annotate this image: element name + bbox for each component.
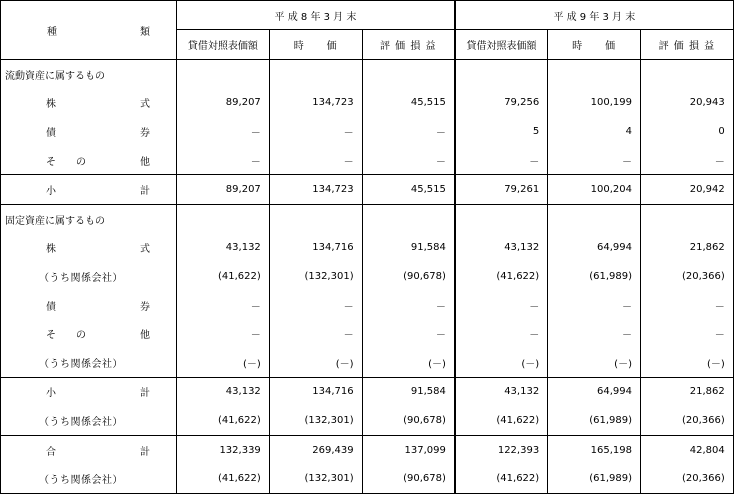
col-book-value-h8: 貸借対照表価額 (177, 30, 270, 60)
table-cell: (－) (269, 348, 362, 377)
row-label-right: 券 (140, 127, 150, 139)
row-label-left: 株 (46, 244, 56, 256)
table-cell (362, 60, 455, 89)
table-cell: 134,723 (269, 89, 362, 118)
table-cell: 21,862 (640, 234, 733, 263)
row-label-left: 株 (46, 99, 56, 111)
table-cell: 43,132 (455, 234, 548, 263)
table-cell: － (455, 291, 548, 320)
table-cell: － (640, 146, 733, 175)
table-cell: 269,439 (269, 435, 362, 464)
table-cell: 43,132 (455, 377, 548, 406)
table-cell: 43,132 (177, 234, 270, 263)
table-cell: － (177, 319, 270, 348)
row-label-left: 合 (46, 446, 56, 458)
table-cell: 165,198 (548, 435, 641, 464)
table-cell: 89,207 (177, 175, 270, 205)
table-cell: (41,622) (177, 262, 270, 291)
table-cell: (61,989) (548, 464, 641, 493)
row-label (1, 406, 177, 435)
table-cell (640, 204, 733, 233)
table-cell: 42,804 (640, 435, 733, 464)
row-label (1, 117, 177, 146)
table-cell (269, 60, 362, 89)
table-row (1, 60, 734, 89)
table-cell: － (362, 291, 455, 320)
row-label (1, 291, 177, 320)
table-row (1, 435, 734, 464)
row-label-right: 券 (140, 301, 150, 313)
row-label-right: 計 (140, 186, 150, 198)
table-row (1, 175, 734, 205)
table-cell: (41,622) (455, 464, 548, 493)
table-cell: － (548, 146, 641, 175)
table-cell: － (640, 319, 733, 348)
table-cell: 134,716 (269, 234, 362, 263)
row-label-left: 債 (46, 127, 56, 139)
table-cell: － (177, 291, 270, 320)
table-cell: (－) (362, 348, 455, 377)
row-label (1, 146, 177, 175)
table-cell: － (269, 291, 362, 320)
table-cell: － (548, 291, 641, 320)
period-h8-header: 平 成 8 年 3 月 末 (177, 1, 455, 30)
table-cell: (41,622) (177, 406, 270, 435)
row-label (1, 204, 177, 233)
table-cell: (20,366) (640, 406, 733, 435)
table-cell: － (455, 319, 548, 348)
table-cell: － (362, 146, 455, 175)
affiliate-sublabel: （うち関係会社） (39, 358, 123, 370)
table-row (1, 117, 734, 146)
table-cell: － (362, 319, 455, 348)
table-cell: 91,584 (362, 234, 455, 263)
row-label-right: 他 (140, 330, 150, 342)
table-cell (362, 204, 455, 233)
table-cell: 45,515 (362, 89, 455, 118)
row-label (1, 319, 177, 348)
row-label-left: 小 (46, 388, 56, 400)
row-label-left: そ の (46, 156, 86, 168)
row-label (1, 234, 177, 263)
row-label (1, 89, 177, 118)
table-cell: (20,366) (640, 262, 733, 291)
table-cell: 20,942 (640, 175, 733, 205)
row-label (1, 175, 177, 205)
col-market-value-h8: 時 価 (269, 30, 362, 60)
table-row (1, 234, 734, 263)
table-cell: 91,584 (362, 377, 455, 406)
affiliate-sublabel: （うち関係会社） (39, 416, 123, 428)
table-row (1, 291, 734, 320)
table-cell: 4 (548, 117, 641, 146)
table-cell (455, 60, 548, 89)
affiliate-sublabel: （うち関係会社） (39, 475, 123, 487)
table-cell: (90,678) (362, 406, 455, 435)
table-row (1, 377, 734, 406)
section-heading: 固定資産に属するもの (5, 215, 105, 227)
table-cell: 43,132 (177, 377, 270, 406)
table-cell (177, 60, 270, 89)
col-book-value-h9: 貸借対照表価額 (455, 30, 548, 60)
table-cell: － (548, 319, 641, 348)
period-h9-header: 平 成 9 年 3 月 末 (455, 1, 733, 30)
row-label-right: 式 (140, 244, 150, 256)
table-cell (548, 60, 641, 89)
table-cell: 20,943 (640, 89, 733, 118)
affiliate-sublabel: （うち関係会社） (39, 272, 123, 284)
table-cell: (61,989) (548, 406, 641, 435)
kind-header (1, 1, 177, 60)
row-label (1, 435, 177, 464)
table-row (1, 262, 734, 291)
table-cell: 100,204 (548, 175, 641, 205)
table-cell (640, 60, 733, 89)
row-label (1, 262, 177, 291)
table-cell: 122,393 (455, 435, 548, 464)
table-cell (455, 204, 548, 233)
kind-header-left: 種 (47, 26, 57, 38)
kind-header-right: 類 (140, 26, 150, 38)
row-label (1, 60, 177, 89)
table-cell: (132,301) (269, 406, 362, 435)
table-row (1, 406, 734, 435)
table-cell: 132,339 (177, 435, 270, 464)
table-cell: (20,366) (640, 464, 733, 493)
table-cell: (61,989) (548, 262, 641, 291)
table-row (1, 146, 734, 175)
table-cell: 45,515 (362, 175, 455, 205)
row-label-left: 債 (46, 301, 56, 313)
row-label-right: 他 (140, 156, 150, 168)
table-cell: 64,994 (548, 377, 641, 406)
table-cell: (90,678) (362, 262, 455, 291)
col-valuation-diff-h9: 評 価 損 益 (640, 30, 733, 60)
table-cell (548, 204, 641, 233)
row-label-right: 計 (140, 446, 150, 458)
table-cell: － (177, 146, 270, 175)
table-cell: 100,199 (548, 89, 641, 118)
table-cell: 64,994 (548, 234, 641, 263)
table-cell: (41,622) (455, 262, 548, 291)
table-cell: － (269, 117, 362, 146)
table-cell: － (269, 146, 362, 175)
table-cell: (41,622) (177, 464, 270, 493)
row-label-right: 計 (140, 388, 150, 400)
table-cell: 137,099 (362, 435, 455, 464)
table-cell: 89,207 (177, 89, 270, 118)
row-label (1, 377, 177, 406)
table-cell: (132,301) (269, 262, 362, 291)
table-row (1, 348, 734, 377)
table-cell: 5 (455, 117, 548, 146)
col-valuation-diff-h8: 評 価 損 益 (362, 30, 455, 60)
table-cell: － (455, 146, 548, 175)
table-cell (269, 204, 362, 233)
table-cell: － (362, 117, 455, 146)
table-cell: 0 (640, 117, 733, 146)
table-cell: 21,862 (640, 377, 733, 406)
row-label-right: 式 (140, 99, 150, 111)
table-cell: (－) (548, 348, 641, 377)
table-cell (177, 204, 270, 233)
table-cell: 79,256 (455, 89, 548, 118)
row-label (1, 348, 177, 377)
table-cell: (－) (455, 348, 548, 377)
table-row (1, 464, 734, 493)
table-cell: (90,678) (362, 464, 455, 493)
table-row (1, 204, 734, 233)
table-cell: (41,622) (455, 406, 548, 435)
table-cell: (132,301) (269, 464, 362, 493)
table-cell: (－) (640, 348, 733, 377)
col-market-value-h9: 時 価 (548, 30, 641, 60)
table-row (1, 89, 734, 118)
table-cell: 134,716 (269, 377, 362, 406)
table-cell: － (269, 319, 362, 348)
table-cell: (－) (177, 348, 270, 377)
row-label (1, 464, 177, 493)
table-cell: 134,723 (269, 175, 362, 205)
section-heading: 流動資産に属するもの (5, 70, 105, 82)
row-label-left: そ の (46, 330, 86, 342)
table-cell: － (177, 117, 270, 146)
table-row (1, 319, 734, 348)
row-label-left: 小 (46, 186, 56, 198)
table-cell: － (640, 291, 733, 320)
table-cell: 79,261 (455, 175, 548, 205)
